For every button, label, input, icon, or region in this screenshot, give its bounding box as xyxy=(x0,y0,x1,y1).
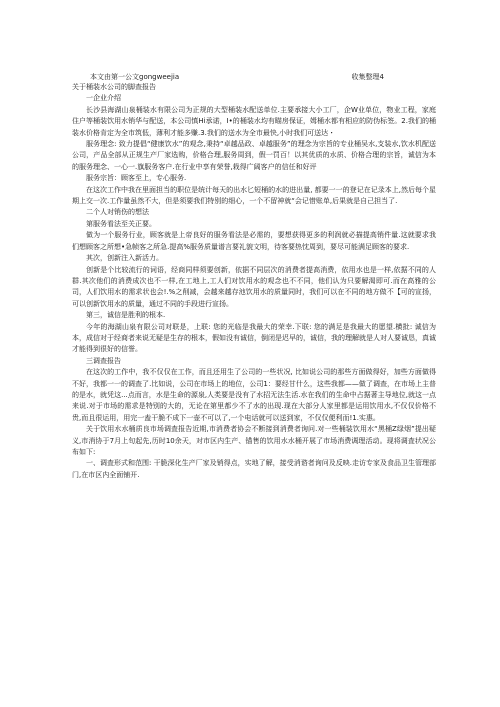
section-heading: 二个人对销伤的想法 xyxy=(86,208,149,217)
section-heading: 三调查报告 xyxy=(86,356,121,365)
header-note: 收集整理4 xyxy=(351,73,384,81)
paragraph: 做为一个服务行业，顾客就是上帝良好的服务看法是必需的，要想获得更多的利润就必描提高销件量.这就要求我们想顾客之所想•急帧客之所急.提高%服务质量谱言要礼貌文明，待客要热忱周到，要尽可能满足顾客的要求. xyxy=(72,231,436,251)
paragraph: 在这次工作中我在里面担当的职位是统计每天的出水匕短桶的水的进出量, 都要一一的登记在记录本上,然后每个星期上交一次.工作量虽然不大，但是须要我们特别的细心，一个不留神就“会记惜账单,后果就是自己担当了. xyxy=(72,185,436,206)
page-header xyxy=(72,72,436,82)
paragraph: 在这次的工作中，我不仅仅在工作，而且还用生了公司的一些状况, 比如说公司的那些方面做得好，加些方面做得不好，我都一一的调查了.比如说，公司在市场上的地位，公司1：要经甘什么，这些我都——做了调查，在市场上主普的是水，就凭这...点而言，水是生命的源泉,人类要是没有了水招无法生活.水在我们的生命中占据著主导地位,就这一点来说.对于市场的需求是特别的大的，无论在第里都少不了水的出现.现在大部分人家里都是运用饮用水,不仅仅价格不贵,而且很运用，用完一盍干脆不成下一壶不可以了,一个电话就可以送到家，不仅仅便利而!1.实惠。 xyxy=(72,368,436,422)
section-heading: 第服务看法至关正要。 xyxy=(86,219,156,228)
section-heading: 第三，诚信是胜利的根本. xyxy=(86,311,166,320)
paragraph: 一、调査形式和范围: 干脆深化生产厂家及销得点，实地了解，接受消谘者询问及反映.走访专家及食品卫生管理部门,在市区内全面铺开. xyxy=(72,459,436,479)
paragraph: 关于饮用水水桶质良市场调査报告近期,市消费者协会不断接到消费者询问.对一些桶装饮用水“黑桶Z绿烟”提出疑义,市消协于7月上旬起先,历时10余天，对市区内生产、锚售的饮用水水桶开展了市场消费调理活动。现将调査状况公布如下: xyxy=(72,425,436,456)
paragraph: 创新是个比较流行的词语，经商同样须要创新，依据不同层次的消费者提高消费，依用水也是一样,依据不同的人群.其次他们的消费成次也不一样,在工地上,工人们对饮用水的观念也不不同，他们认为只要解渴即可.而在高雅的公司，人们饮用水的需求状也会!.%之削减，会越来越存池饮用水的质量同时，我们可以在不同的地方做不【可的宣扬，可以创新饮用水的质量，通过不同的手段进行宣扬。 xyxy=(72,265,436,308)
document-body xyxy=(72,93,436,481)
paragraph: 服务宗旨：顾客至上，专心服务. xyxy=(86,174,187,183)
section-heading: 其次，创新注入新活力。 xyxy=(86,254,163,263)
header-source: 本文由第一公文gongweejia xyxy=(90,73,180,81)
paragraph: 长沙县海湖山泉桶装水有限公司为正规的大型桶装水配送单位.主要承接大小工厂，企W业单位，物业工程，家庭住户等桶装饮用水销华与配送，本公司慎Hi承诺，I•的桶装水均有瞄房保证，姆桶水都有相应的防伪标签。2.我们的桶装水价格肯定为全市筑低，薄利才能多赚.3.我们的送水为全市最快,小时我们可送达・ xyxy=(72,105,436,137)
document-page xyxy=(72,72,436,481)
paragraph: 服务理念: 致力提倡“健康饮水”的观念,秉持“卓越品政、卓越服务”的理念为宗旨的专业桶吴水,支装水,饮水机配送公司，产品全部从正规生产厂家选购，价格合理,服务周到，假一罚百！以其优质的水质、价格合理的宗旨，诚信为本的服务理念、一心一.旗服务客户.在行业中享有荣誉,栽得广阔客户的信任和好评 xyxy=(72,140,436,171)
document-title: 关于桶装水公司的脚查报告 xyxy=(72,83,156,91)
section-heading: 一企业介绍 xyxy=(86,94,121,103)
paragraph: 今年的海湖山泉有限公司对联是，上联: 您的光临是我最大的荣幸.下联: 您的满足是我最大的愿望.横批: 诚信为本，成信对于经商者来说无疑是生存的根本，假如没有诚信，倒闭是迟早的，诚信，我的理解就是人对人要诚恳，真诚才能得到很好的信誉。 xyxy=(72,322,436,354)
